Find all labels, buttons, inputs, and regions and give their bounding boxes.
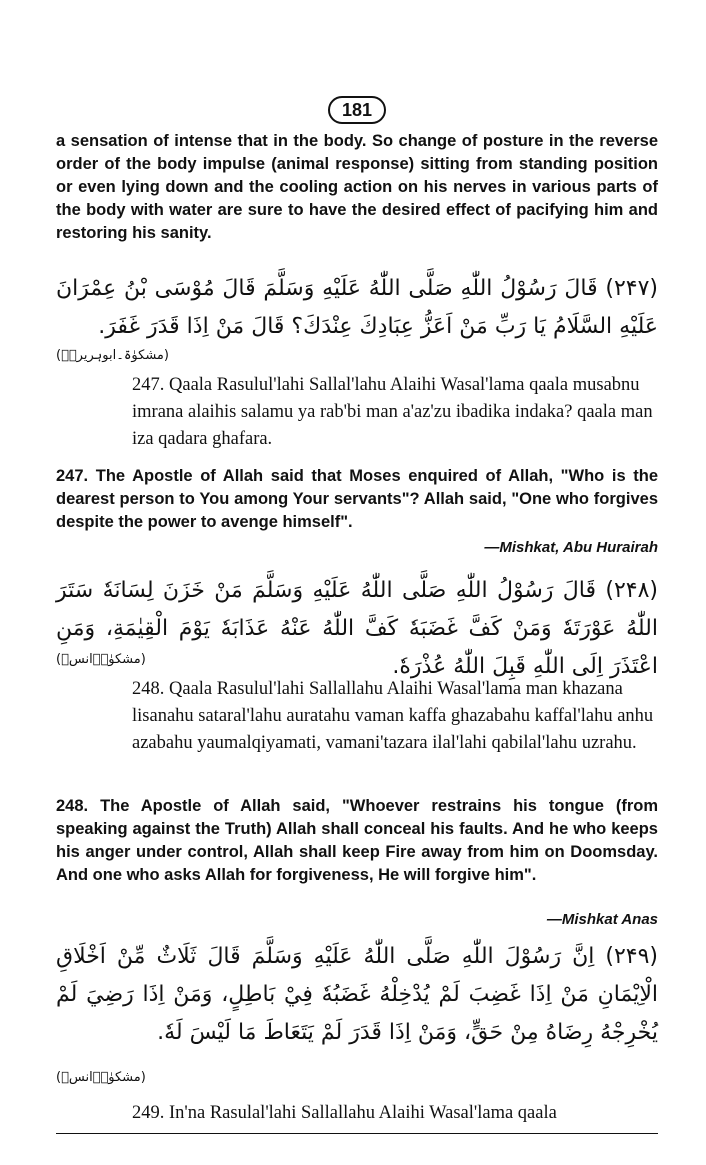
hadith-249-transliteration: 249. In'na Rasulal'lahi Sallallahu Alaihi Wasal'lama qaala (132, 1103, 557, 1123)
hadith-248-transliteration: 248. Qaala Rasulul'lahi Sallallahu Alaihi Wasal'lama man khazana lisanahu sataral'lahu auratahu vaman kaffa ghazabahu kaffal'lahu anhu azabahu yaumalqiyamati, vamani'tazara ilal'lahi qabilal'lahu uzrahu. (132, 679, 654, 753)
hadith-247-translation: 247. The Apostle of Allah said that Moses enquired of Allah, "Who is the dearest person to You among Your servants"? Allah said, "One who forgives despite the power to avenge himself". (56, 467, 658, 531)
hadith-247-transliteration: 247. Qaala Rasulul'lahi Sallal'lahu Alaihi Wasal'lama qaala musabnu imrana alaihis salamu ya rab'bi man a'az'zu ibadika indaka? qaala man iza qadara ghafara. (132, 375, 653, 449)
hadith-247-source: (مشکوٰۃ۔ابوہریرہؓ) (56, 348, 169, 363)
bottom-rule (56, 1133, 658, 1134)
intro-paragraph: a sensation of intense that in the body. So change of posture in the reverse order of the body impulse (animal response) sitting from standing position or even lying down and the cooling action on his nerves in various parts of the body with water are sure to have the desired effect of pacifying him and restoring his sanity. (56, 132, 658, 242)
hadith-249-source: (مشکوٰۃ۔انسؓ) (56, 1070, 146, 1085)
hadith-248-source: (مشکوٰۃ۔انسؓ) (56, 652, 146, 667)
hadith-248-translation: 248. The Apostle of Allah said, "Whoever restrains his tongue (from speaking against the Truth) Allah shall conceal his faults. And he who keeps his anger under control, Allah shall keep Fire away from him on Doomsday. And one who asks Allah for forgiveness, He will forgive him". (56, 797, 658, 884)
hadith-247-attribution: —Mishkat, Abu Hurairah (484, 539, 658, 556)
hadith-248-attribution: —Mishkat Anas (546, 911, 658, 928)
hadith-249-arabic: (۲۴۹) اِنَّ رَسُوْلَ اللّٰهِ صَلَّى اللّٰهُ عَلَيْهِ وَسَلَّمَ قَالَ ثَلَاثٌ مِّنْ اَخْلَاقِ الْاِيْمَانِ مَنْ اِذَا غَضِبَ لَمْ يُدْخِلْهُ غَضَبُهٗ فِيْ بَاطِلٍ، وَمَنْ اِذَا رَضِيَ لَمْ يُخْرِجْهُ رِضَاهُ مِنْ حَقٍّ، وَمَنْ اِذَا قَدَرَ لَمْ يَتَعَاطَ مَا لَيْسَ لَهٗ. (56, 944, 658, 1045)
hadith-247-arabic: (۲۴۷) قَالَ رَسُوْلُ اللّٰهِ صَلَّى اللّٰهُ عَلَيْهِ وَسَلَّمَ قَالَ مُوْسَى بْنُ عِمْرَانَ عَلَيْهِ السَّلَامُ يَا رَبِّ مَنْ اَعَزُّ عِبَادِكَ عِنْدَكَ؟ قَالَ مَنْ اِذَا قَدَرَ غَفَرَ. (56, 276, 658, 339)
page-number: 181 (328, 96, 386, 124)
hadith-248-arabic: (۲۴۸) قَالَ رَسُوْلُ اللّٰهِ صَلَّى اللّٰهُ عَلَيْهِ وَسَلَّمَ مَنْ خَزَنَ لِسَانَهٗ سَتَرَ اللّٰهُ عَوْرَتَهٗ وَمَنْ كَفَّ غَضَبَهٗ كَفَّ اللّٰهُ عَنْهُ عَذَابَهٗ يَوْمَ الْقِيٰمَةِ، وَمَنِ اعْتَذَرَ اِلَى اللّٰهِ قَبِلَ اللّٰهُ عُذْرَهٗ. (56, 578, 658, 679)
